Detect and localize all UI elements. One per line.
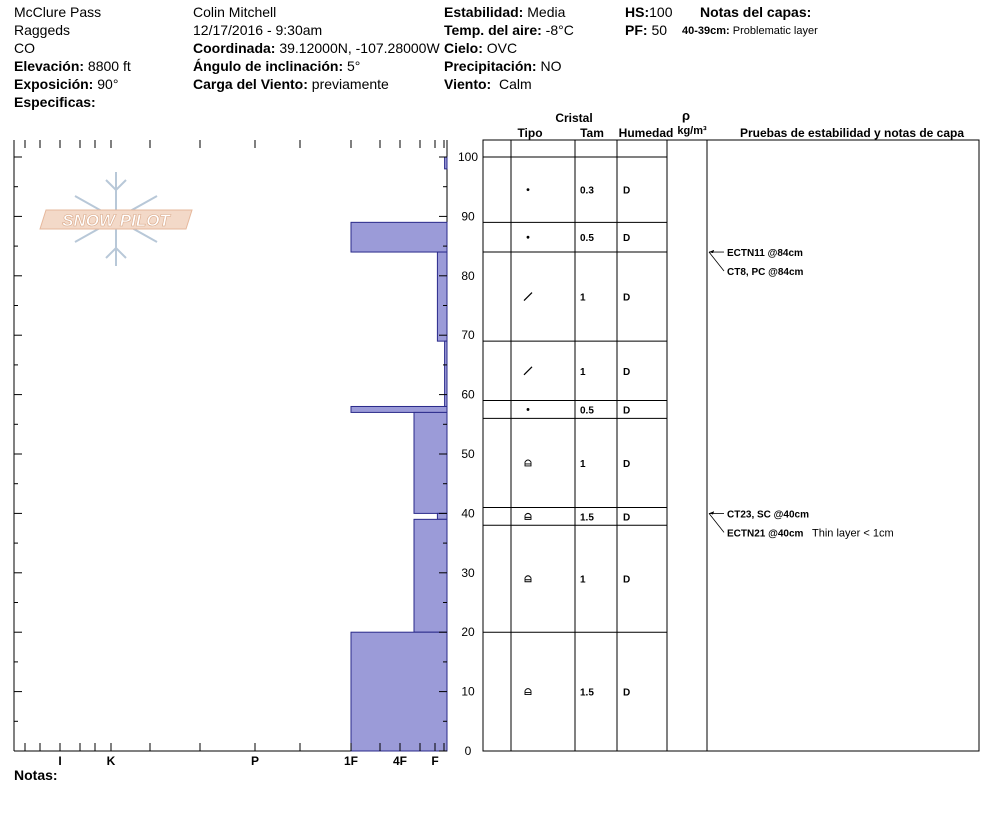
depth-label-10: 10 (461, 684, 475, 699)
precipitation: Precipitación: NO (444, 58, 562, 74)
layer-moisture-5: D (623, 458, 631, 470)
grain-cup-icon (525, 513, 531, 519)
location: McClure Pass (14, 4, 102, 20)
stability: Estabilidad: Media (444, 4, 566, 20)
depth-label-100: 100 (457, 150, 479, 164)
layer-size-3: 1 (580, 366, 586, 378)
hardness-bars (351, 157, 447, 751)
col-density-unit: kg/m³ (677, 125, 707, 137)
datetime: 12/17/2016 - 9:30am (193, 22, 323, 38)
wind: Viento: Calm (444, 76, 532, 92)
coordinates: Coordinada: 39.12000N, -107.28000W (193, 40, 440, 56)
air-temp: Temp. del aire: -8°C (444, 22, 574, 38)
layer-moisture-6: D (623, 512, 631, 524)
hardness-label-I: I (58, 754, 62, 768)
col-crystal: Cristal (555, 111, 593, 125)
col-type: Tipo (517, 126, 543, 140)
hardness-scale-labels (58, 754, 438, 768)
sky: Cielo: OVC (444, 40, 518, 56)
layer-connectors (483, 157, 511, 632)
hardness-label-P: P (250, 754, 260, 768)
layer-size-4: 0.5 (580, 405, 594, 417)
observer: Colin Mitchell (193, 4, 277, 20)
test-label-2: ECTN11 @84cm (727, 248, 803, 260)
hardness-bar-6 (437, 513, 447, 519)
grain-dot-icon (527, 408, 530, 411)
range: Raggeds (14, 22, 71, 38)
hardness-bar-8 (351, 632, 447, 751)
layer-size-1: 0.5 (580, 233, 594, 245)
hardness-bar-4 (351, 406, 447, 412)
grain-cup-icon (525, 689, 531, 695)
hardness-bar-1 (351, 222, 447, 252)
specifics: Especificas: (14, 94, 96, 110)
grain-cup-icon (525, 576, 531, 582)
depth-label-30: 30 (461, 565, 475, 580)
layer-moisture-3: D (623, 366, 631, 378)
layer-rows (511, 157, 667, 751)
layer-table (483, 140, 979, 751)
grain-dot-icon (527, 236, 530, 239)
col-size: Tam (580, 126, 604, 140)
test-label-3: CT8, PC @84cm (727, 267, 804, 279)
depth-label-80: 80 (461, 268, 475, 283)
layer-size-5: 1 (580, 458, 586, 470)
layer-moisture-4: D (623, 405, 631, 417)
col-tests: Pruebas de estabilidad y notas de capa (739, 126, 965, 140)
hardness-bar-3 (445, 341, 447, 406)
depth-label-20: 20 (461, 625, 475, 640)
depth-label-50: 50 (461, 447, 475, 461)
hardness-label-4F: 4F (392, 754, 408, 768)
test-label-1: ECTN21 @40cm (727, 528, 804, 540)
layer-size-7: 1 (580, 574, 586, 586)
aspect: Exposición: 90° (14, 76, 119, 92)
hardness-label-F: F (431, 754, 439, 768)
snow-height: HS:100 (625, 4, 673, 20)
layer-moisture-7: D (623, 574, 631, 586)
hardness-bar-5 (414, 412, 447, 513)
layer-moisture-0: D (623, 185, 631, 197)
layer-moisture-8: D (623, 687, 631, 699)
depth-label-40: 40 (461, 506, 475, 521)
layer-moisture-1: D (623, 233, 631, 245)
notes-label: Notas: (14, 767, 58, 783)
state: CO (14, 40, 35, 56)
depth-label-0: 0 (464, 744, 472, 758)
snowpilot-logo (40, 210, 192, 230)
test-leader-1 (709, 513, 724, 532)
hardness-bar-2 (437, 252, 447, 341)
slope-angle: Ángulo de inclinación: 5° (193, 58, 361, 74)
hardness-bar-0 (445, 157, 447, 169)
layer-size-6: 1.5 (580, 512, 594, 524)
col-rho: ρ (681, 108, 691, 123)
grain-cup-icon (525, 460, 531, 466)
layer-moisture-2: D (623, 292, 631, 304)
depth-label-70: 70 (461, 328, 475, 343)
hardness-label-1F: 1F (343, 754, 359, 768)
layer-note: 40-39cm: Problematic layer (682, 25, 818, 37)
depth-label-90: 90 (461, 209, 475, 224)
layer-size-8: 1.5 (580, 687, 594, 699)
test-label-0: CT23, SC @40cm (727, 509, 810, 521)
layer-notes-label: Notas del capas: (700, 4, 812, 20)
elevation: Elevación: 8800 ft (14, 58, 131, 74)
table-outline (483, 140, 979, 751)
test-leader-3 (709, 252, 724, 271)
hardness-label-K: K (106, 754, 116, 768)
wind-load: Carga del Viento: previamente (193, 76, 389, 92)
stability-tests (709, 248, 894, 539)
logo-text: SNOW PILOT (62, 211, 170, 230)
grain-slash-icon (524, 293, 532, 301)
grain-slash-icon (524, 367, 532, 375)
test-note-1: Thin layer < 1cm (812, 527, 894, 540)
hardness-bar-7 (414, 519, 447, 632)
col-moisture: Humedad (618, 126, 674, 140)
layer-size-0: 0.3 (580, 185, 594, 197)
depth-label-60: 60 (461, 387, 475, 402)
penetration-foot: PF: 50 (625, 22, 668, 38)
grain-dot-icon (527, 188, 530, 191)
depth-axis (458, 150, 478, 758)
layer-size-2: 1 (580, 292, 586, 304)
